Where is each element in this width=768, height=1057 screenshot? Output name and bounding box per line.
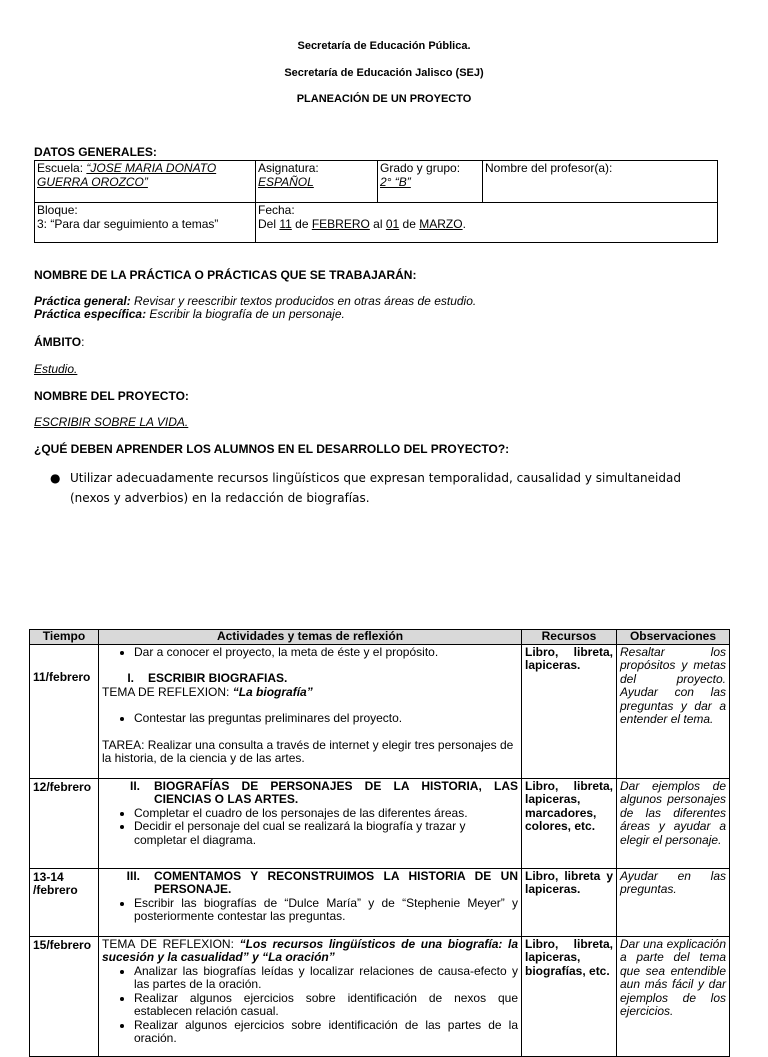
tiempo-cell: 11/febrero (30, 644, 99, 778)
list-item: • Dar a conocer el proyecto, la meta de éste y el propósito. (134, 646, 518, 660)
grado-label: Grado y grupo: (380, 161, 461, 175)
header-tiempo: Tiempo (30, 630, 99, 645)
tema-reflexion: TEMA DE REFLEXION: “Los recursos lingüísticos de una biografía: la sucesión y la casualidad” y “La oración” (102, 936, 518, 964)
practica-especifica: Práctica específica: Escribir la biografía de un personaje. (34, 307, 345, 321)
table-row (30, 868, 730, 936)
observaciones-cell: Dar ejemplos de algunos personajes de las diferentes áreas y ayudar a elegir el personaje. (617, 778, 730, 868)
list-item: • Contestar las preguntas preliminares del proyecto. (134, 712, 518, 726)
list-item: • Realizar algunos ejercicios sobre identificación de nexos que establecen relación casual. (134, 992, 518, 1019)
table-row (30, 778, 730, 868)
asignatura-value: ESPAÑOL (258, 175, 314, 189)
document-title: PLANEACIÓN DE UN PROYECTO (296, 93, 472, 105)
header-observaciones: Observaciones (617, 630, 730, 645)
asignatura-label: Asignatura: (258, 161, 319, 175)
bloque-cell (35, 203, 256, 243)
asignatura-cell (256, 161, 378, 203)
section-heading: II. BIOGRAFÍAS DE PERSONAJES DE LA HISTORIA, LAS CIENCIAS O LAS ARTES. (129, 778, 518, 806)
observaciones-cell: Resaltar los propósitos y metas del proyecto. Ayudar con las preguntas y dar a entender el tema. (617, 644, 730, 778)
table-row (30, 644, 730, 778)
profesor-cell (483, 161, 718, 203)
header-line-1: Secretaría de Educación Pública. (297, 40, 471, 52)
escuela-value: “JOSE MARIA DONATO GUERRA OROZCO” (37, 161, 217, 189)
header-actividades: Actividades y temas de reflexión (99, 630, 522, 645)
tiempo-cell: 12/febrero (30, 778, 99, 868)
ambito-value: Estudio. (34, 362, 78, 376)
aprender-bullet: ● Utilizar adecuadamente recursos lingüísticos que expresan temporalidad, causalidad y simultaneidad (nexos y adverbios) en la redacción de biografías. (40, 468, 700, 508)
list-item: • Decidir el personaje del cual se realizará la biografía y trazar y completar el diagrama. (134, 820, 518, 847)
recursos-cell: Libro, libreta, lapiceras, marcadores, colores, etc. (522, 778, 617, 868)
recursos-cell: Libro, libreta, lapiceras. (522, 644, 617, 778)
bloque-value: 3: “Para dar seguimiento a temas” (37, 217, 219, 231)
list-item: • Escribir las biografías de “Dulce María” y de “Stephenie Meyer” y posteriormente contestar las preguntas. (134, 897, 518, 924)
datos-generales-title: DATOS GENERALES: (34, 145, 157, 159)
header-recursos: Recursos (522, 630, 617, 645)
tarea: TAREA: Realizar una consulta a través de internet y elegir tres personajes de la historia, de la ciencia y de las artes. (102, 737, 514, 765)
actividades-cell (99, 936, 522, 1056)
practicas-title: NOMBRE DE LA PRÁCTICA O PRÁCTICAS QUE SE TRABAJARÁN: (34, 268, 417, 282)
recursos-cell: Libro, libreta, lapiceras, biografías, etc. (522, 936, 617, 1056)
activities-table (29, 629, 730, 1057)
escuela-label: Escuela: (37, 161, 87, 175)
list-item: • Completar el cuadro de los personajes de las diferentes áreas. (134, 807, 518, 821)
practica-general: Práctica general: Revisar y reescribir textos producidos en otras áreas de estudio. (34, 294, 477, 308)
list-item: • Analizar las biografías leídas y localizar relaciones de causa-efecto y las partes de la oración. (134, 965, 518, 992)
escuela-cell (35, 161, 256, 203)
header-line-2: Secretaría de Educación Jalisco (SEJ) (284, 67, 484, 79)
bullet-icon: ● (50, 471, 61, 485)
fecha-value: Del 11 de FEBRERO al 01 de MARZO. (258, 217, 466, 231)
actividades-cell (99, 778, 522, 868)
recursos-cell: Libro, libreta y lapiceras. (522, 868, 617, 936)
observaciones-cell: Ayudar en las preguntas. (617, 868, 730, 936)
section-heading: I. ESCRIBIR BIOGRAFIAS. (127, 671, 288, 685)
tema-reflexion: TEMA DE REFLEXION: “La biografía” (102, 684, 313, 699)
proyecto-label: NOMBRE DEL PROYECTO: (34, 389, 189, 403)
actividades-cell (99, 868, 522, 936)
fecha-cell (256, 203, 718, 243)
tiempo-cell: 13-14 /febrero (30, 868, 99, 936)
fecha-label: Fecha: (258, 203, 295, 217)
observaciones-cell: Dar una explicación a parte del tema que sea entendible aun más fácil y dar ejemplos de los ejercicios. (617, 936, 730, 1056)
grado-value: 2° “B” (380, 175, 411, 189)
bloque-label: Bloque: (37, 203, 78, 217)
tiempo-cell: 15/febrero (30, 936, 99, 1056)
datos-generales-table (34, 160, 718, 243)
actividades-cell (99, 644, 522, 778)
section-heading: III. COMENTAMOS Y RECONSTRUIMOS LA HISTORIA DE UN PERSONAJE. (126, 868, 518, 896)
profesor-label: Nombre del profesor(a): (485, 161, 613, 175)
table-row (30, 936, 730, 1056)
ambito-label: ÁMBITO: (34, 335, 85, 349)
grado-cell (378, 161, 483, 203)
list-item: • Realizar algunos ejercicios sobre identificación de las partes de la oración. (134, 1019, 518, 1046)
aprender-question: ¿QUÉ DEBEN APRENDER LOS ALUMNOS EN EL DESARROLLO DEL PROYECTO?: (34, 442, 510, 456)
proyecto-value: ESCRIBIR SOBRE LA VIDA. (34, 415, 189, 429)
